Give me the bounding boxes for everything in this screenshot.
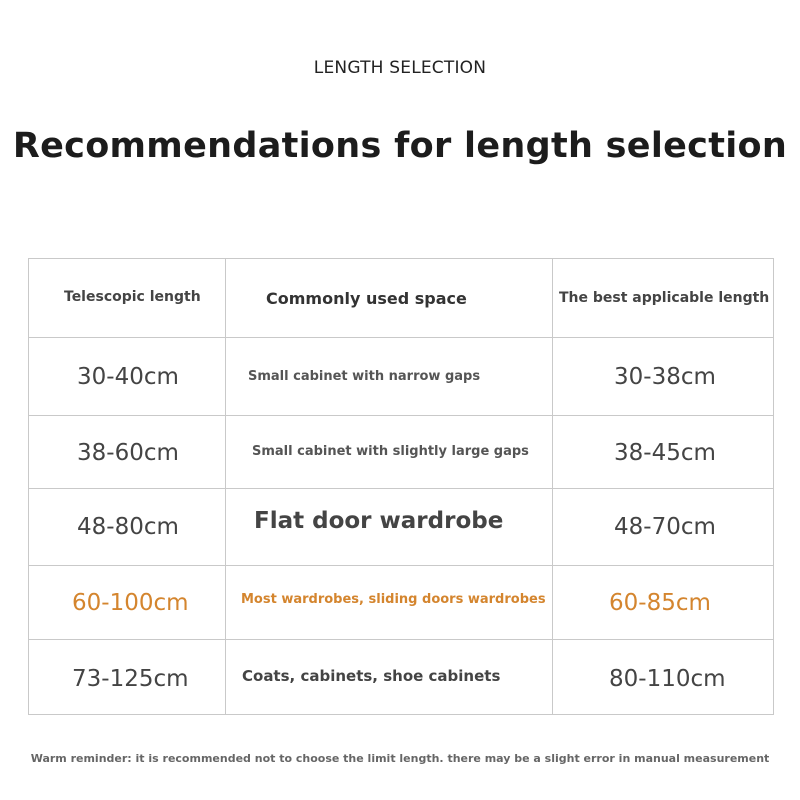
eyebrow-heading: LENGTH SELECTION <box>313 58 487 78</box>
telescopic-length-value: 38-60cm <box>77 440 179 466</box>
warm-reminder-note: Warm reminder: it is recommended not to choose the limit length. there may be a slight error in manual measurement <box>30 752 770 765</box>
table-row <box>29 416 773 489</box>
telescopic-length-value: 48-80cm <box>77 514 179 540</box>
table-row <box>29 640 773 714</box>
table-header-row <box>29 259 773 338</box>
telescopic-length-value: 73-125cm <box>72 666 189 692</box>
telescopic-length-value: 30-40cm <box>77 364 179 390</box>
commonly-used-space-value: Coats, cabinets, shoe cabinets <box>242 667 501 685</box>
page-title: Recommendations for length selection <box>12 126 788 166</box>
telescopic-length-value: 60-100cm <box>72 590 189 616</box>
table-row <box>29 489 773 566</box>
commonly-used-space-value: Small cabinet with narrow gaps <box>248 369 481 384</box>
commonly-used-space-value: Flat door wardrobe <box>254 508 504 534</box>
best-length-value: 48-70cm <box>614 514 716 540</box>
header-cell <box>226 259 553 337</box>
best-length-value: 80-110cm <box>609 666 726 692</box>
best-length-value: 30-38cm <box>614 364 716 390</box>
best-length-value: 38-45cm <box>614 440 716 466</box>
commonly-used-space-value: Most wardrobes, sliding doors wardrobes <box>241 592 546 607</box>
table-row-highlighted <box>29 566 773 640</box>
column-header-space: Commonly used space <box>266 289 467 308</box>
header-cell <box>29 259 226 337</box>
table-row <box>29 338 773 416</box>
header-cell <box>553 259 773 337</box>
column-header-best: The best applicable length <box>559 290 770 306</box>
best-length-value: 60-85cm <box>609 590 711 616</box>
commonly-used-space-value: Small cabinet with slightly large gaps <box>252 444 529 459</box>
column-header-telescopic: Telescopic length <box>64 289 201 305</box>
length-selection-table <box>28 258 774 715</box>
